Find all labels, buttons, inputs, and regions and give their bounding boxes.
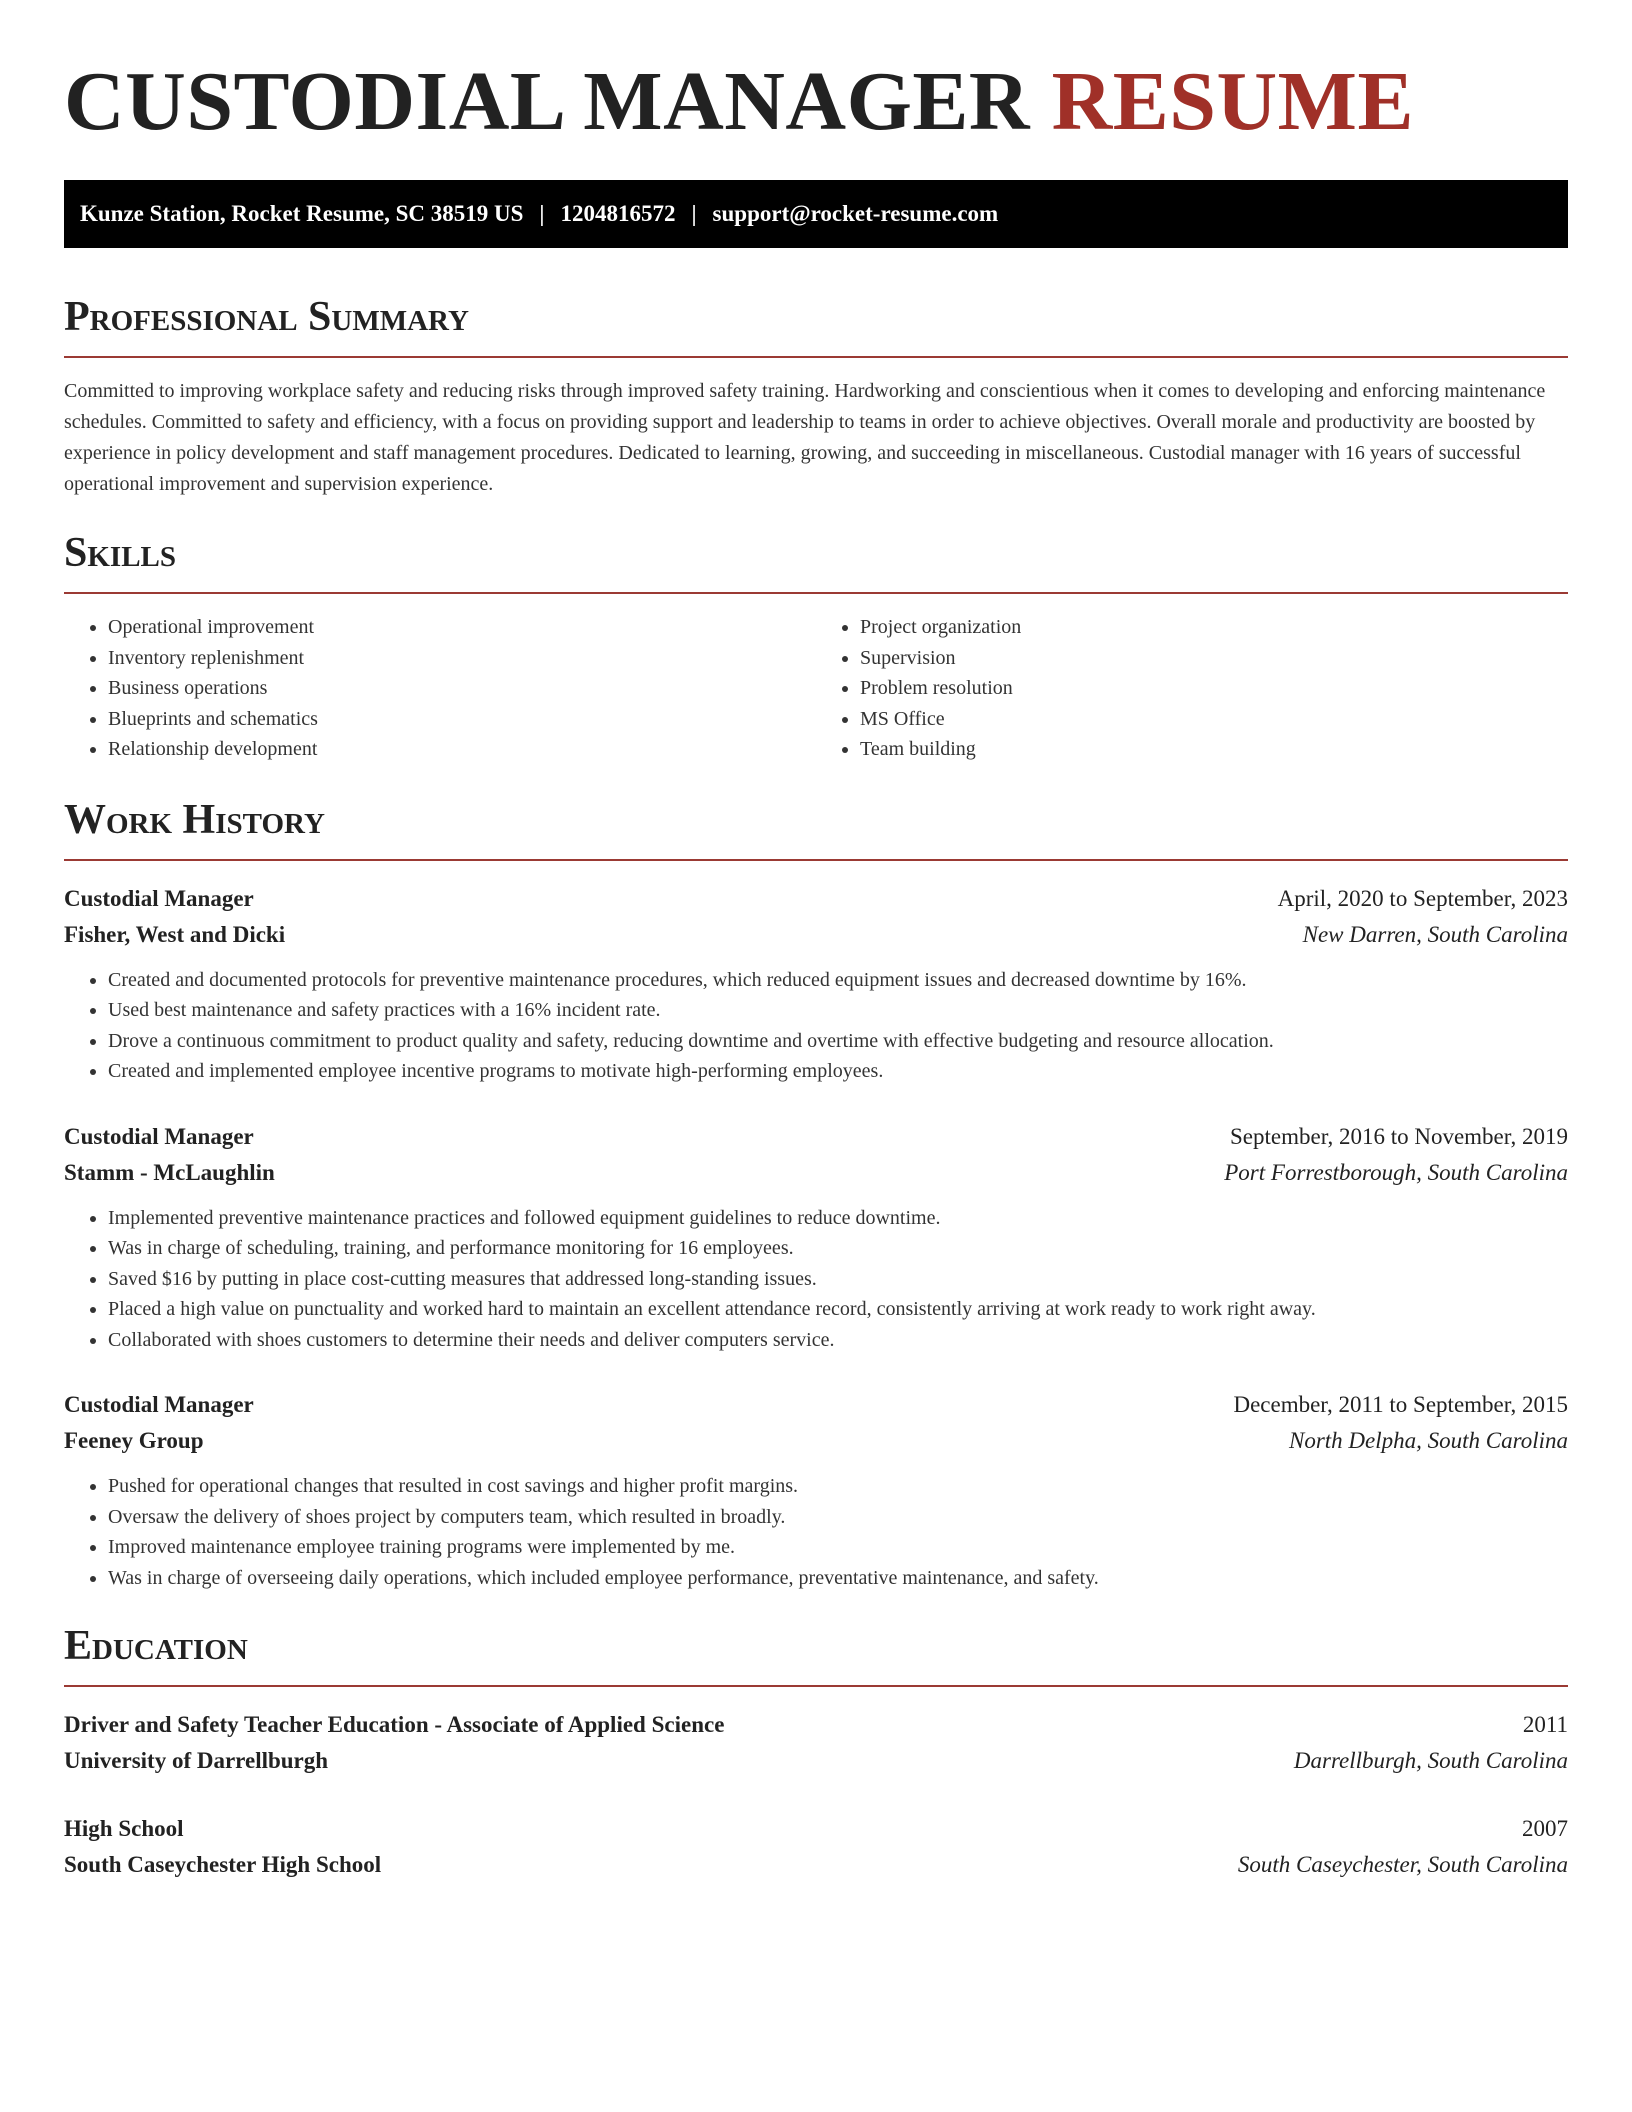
title-main: CUSTODIAL MANAGER [64, 55, 1031, 148]
job-bullets [64, 965, 1568, 1087]
job-title: Custodial Manager [64, 885, 254, 911]
skills-grid [64, 612, 1568, 765]
section-title-skills: Skills [64, 530, 177, 576]
job-entry [64, 1119, 1568, 1356]
skills-column-right [816, 612, 1568, 765]
education-degree-row [64, 1811, 1568, 1847]
contact-bar [64, 180, 1568, 248]
contact-phone: 1204816572 [560, 201, 676, 226]
job-dates: December, 2011 to September, 2015 [1233, 1392, 1568, 1417]
job-dates: April, 2020 to September, 2023 [1277, 885, 1568, 911]
job-entry [64, 881, 1568, 1087]
skill-item: • Problem resolution [860, 673, 1568, 704]
skill-item: • Business operations [108, 673, 816, 704]
education-school: South Caseychester High School [64, 1852, 382, 1877]
job-bullet: • Improved maintenance employee training programs were implemented by me. [108, 1532, 1568, 1563]
job-location: Port Forrestborough, South Carolina [1224, 1159, 1568, 1185]
job-dates: September, 2016 to November, 2019 [1230, 1123, 1568, 1149]
section-title-education: Education [64, 1623, 248, 1669]
job-header-row [64, 1119, 1568, 1155]
section-divider [64, 859, 1568, 861]
job-bullet: • Saved $16 by putting in place cost-cutting measures that addressed long-standing issues. [108, 1264, 1568, 1295]
job-bullet: • Was in charge of overseeing daily operations, which included employee performance, preventative maintenance, and safety. [108, 1563, 1568, 1594]
job-entry [64, 1387, 1568, 1593]
job-bullet: • Implemented preventive maintenance practices and followed equipment guidelines to reduce downtime. [108, 1203, 1568, 1234]
summary-text: Committed to improving workplace safety and reducing risks through improved safety training. Hardworking and conscientious when it comes to developing and enforcing maintenance schedules. Committed to safety and efficiency, with a focus on providing support and leadership to teams in order to achieve objectives. Overall morale and productivity are boosted by experience in policy development and staff management procedures. Dedicated to learning, growing, and succeeding in miscellaneous. Custodial manager with 16 years of successful operational improvement and supervision experience. [64, 380, 1546, 495]
skill-item: • MS Office [860, 704, 1568, 735]
job-title: Custodial Manager [64, 1392, 254, 1417]
education-degree: Driver and Safety Teacher Education - Associate of Applied Science [64, 1712, 725, 1737]
skill-item: • Supervision [860, 643, 1568, 674]
education-year: 2007 [1522, 1816, 1568, 1841]
job-header-row [64, 1387, 1568, 1423]
section-divider [64, 1685, 1568, 1687]
job-company: Feeney Group [64, 1428, 204, 1453]
section-title-work-history: Work History [64, 796, 325, 843]
job-company: Stamm - McLaughlin [64, 1159, 275, 1185]
section-title-summary: Professional Summary [64, 294, 469, 340]
contact-email: support@rocket-resume.com [712, 201, 999, 226]
job-bullet: • Pushed for operational changes that resulted in cost savings and higher profit margins. [108, 1471, 1568, 1502]
job-location: New Darren, South Carolina [1302, 921, 1568, 947]
job-company: Fisher, West and Dicki [64, 921, 286, 947]
job-bullets [64, 1471, 1568, 1593]
section-divider [64, 356, 1568, 358]
job-bullet: • Was in charge of scheduling, training, and performance monitoring for 16 employees. [108, 1233, 1568, 1264]
title-accent: RESUME [1051, 55, 1414, 148]
skills-column-left [64, 612, 816, 765]
skill-item: • Blueprints and schematics [108, 704, 816, 735]
education-year: 2011 [1522, 1712, 1568, 1737]
job-bullet: • Placed a high value on punctuality and worked hard to maintain an excellent attendance record, consistently arriving at work ready to work right away. [108, 1294, 1568, 1325]
education-location: South Caseychester, South Carolina [1237, 1852, 1568, 1877]
contact-address: Kunze Station, Rocket Resume, SC 38519 US [80, 201, 524, 226]
resume-title [64, 0, 1568, 148]
skill-item: • Project organization [860, 612, 1568, 643]
contact-separator: | [691, 201, 697, 226]
education-school: University of Darrellburgh [64, 1748, 329, 1773]
job-header-row [64, 881, 1568, 917]
education-degree: High School [64, 1816, 184, 1841]
education-location: Darrellburgh, South Carolina [1293, 1748, 1568, 1773]
job-location: North Delpha, South Carolina [1289, 1428, 1568, 1453]
job-company-row [64, 1155, 1568, 1191]
section-divider [64, 592, 1568, 594]
skill-item: • Operational improvement [108, 612, 816, 643]
education-school-row [64, 1743, 1568, 1779]
job-bullets [64, 1203, 1568, 1356]
job-bullet: • Drove a continuous commitment to product quality and safety, reducing downtime and overtime with effective budgeting and resource allocation. [108, 1026, 1568, 1057]
job-bullet: • Oversaw the delivery of shoes project by computers team, which resulted in broadly. [108, 1502, 1568, 1533]
skill-item: • Team building [860, 734, 1568, 765]
job-bullet: • Collaborated with shoes customers to determine their needs and deliver computers service. [108, 1325, 1568, 1356]
job-bullet: • Created and implemented employee incentive programs to motivate high-performing employees. [108, 1056, 1568, 1087]
skill-item: • Relationship development [108, 734, 816, 765]
job-company-row [64, 1423, 1568, 1459]
education-school-row [64, 1847, 1568, 1883]
job-company-row [64, 917, 1568, 953]
contact-separator: | [539, 201, 545, 226]
skill-item: • Inventory replenishment [108, 643, 816, 674]
education-entry [64, 1811, 1568, 1883]
job-bullet: • Created and documented protocols for preventive maintenance procedures, which reduced equipment issues and decreased downtime by 16%. [108, 965, 1568, 996]
job-title: Custodial Manager [64, 1123, 254, 1149]
education-entry [64, 1707, 1568, 1779]
job-bullet: • Used best maintenance and safety practices with a 16% incident rate. [108, 995, 1568, 1026]
education-degree-row [64, 1707, 1568, 1743]
